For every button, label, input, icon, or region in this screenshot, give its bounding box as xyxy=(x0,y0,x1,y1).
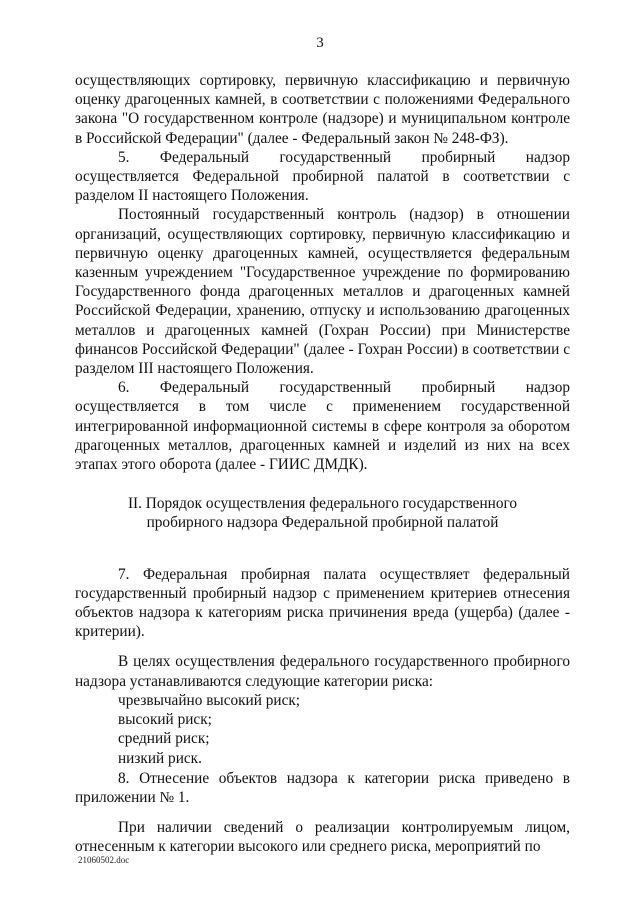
section-heading-line-1: II. Порядок осуществления федерального государственного xyxy=(127,495,518,513)
list-item: высокий риск; xyxy=(118,711,212,729)
list-item: низкий риск. xyxy=(118,749,202,767)
paragraph-continuation: осуществляющих сортировку, первичную классификацию и первичную оценку драгоценных камней, в соответствии с положениями Федерального закона "О государственном контроле (надзоре) и муниципальном контроле в Российской Федерации" (далее - Федеральный закон № 248-ФЗ). xyxy=(75,72,570,147)
document-file-code: 21060502.doc xyxy=(78,855,130,865)
page-number: 3 xyxy=(316,35,324,51)
paragraph-risk-intro: В целях осуществления федерального государственного пробирного надзора устанавливаются следующие категории риска: xyxy=(75,653,570,690)
list-item: чрезвычайно высокий риск; xyxy=(118,691,301,709)
paragraph-item-6: 6. Федеральный государственный пробирный надзор осуществляется в том числе с применением государственной интегрированной информационной системы в сфере контроля за оборотом драгоценных металлов, драгоценных камней и изделий из них на всех этапах этого оборота (далее - ГИИС ДМДК). xyxy=(75,379,570,474)
section-heading xyxy=(75,494,570,532)
paragraph-gokhran-control: Постоянный государственный контроль (надзор) в отношении организаций, осуществляющих сортировку, первичную классификацию и первичную оценку драгоценных камней, осуществляется федеральным казенным учреждением "Государственное учреждение по формированию Государственного фонда драгоценных металлов и драгоценных камней Российской Федерации, хранению, отпуску и использованию драгоценных металлов и драгоценных камней (Гохран России) при Министерстве финансов Российской Федерации" (далее - Гохран России) в соответствии с разделом III настоящего Положения. xyxy=(75,206,570,378)
section-heading-line-2: пробирного надзора Федеральной пробирной палатой xyxy=(146,514,499,532)
paragraph-item-8: 8. Отнесение объектов надзора к категории риска приведено в приложении № 1. xyxy=(75,769,570,806)
paragraph-item-7: 7. Федеральная пробирная палата осуществляет федеральный государственный пробирный надзор с применением критериев отнесения объектов надзора к категориям риска причинения вреда (ущерба) (далее - критерии). xyxy=(75,565,570,641)
paragraph-risk-measures: При наличии сведений о реализации контролируемым лицом, отнесенным к категории высокого или среднего риска, мероприятий по xyxy=(75,819,570,856)
list-item: средний риск; xyxy=(118,730,210,748)
risk-category-list xyxy=(75,691,570,768)
paragraph-item-5: 5. Федеральный государственный пробирный надзор осуществляется Федеральной пробирной палатой в соответствии с разделом II настоящего Положения. xyxy=(75,148,570,205)
document-body xyxy=(75,71,570,857)
